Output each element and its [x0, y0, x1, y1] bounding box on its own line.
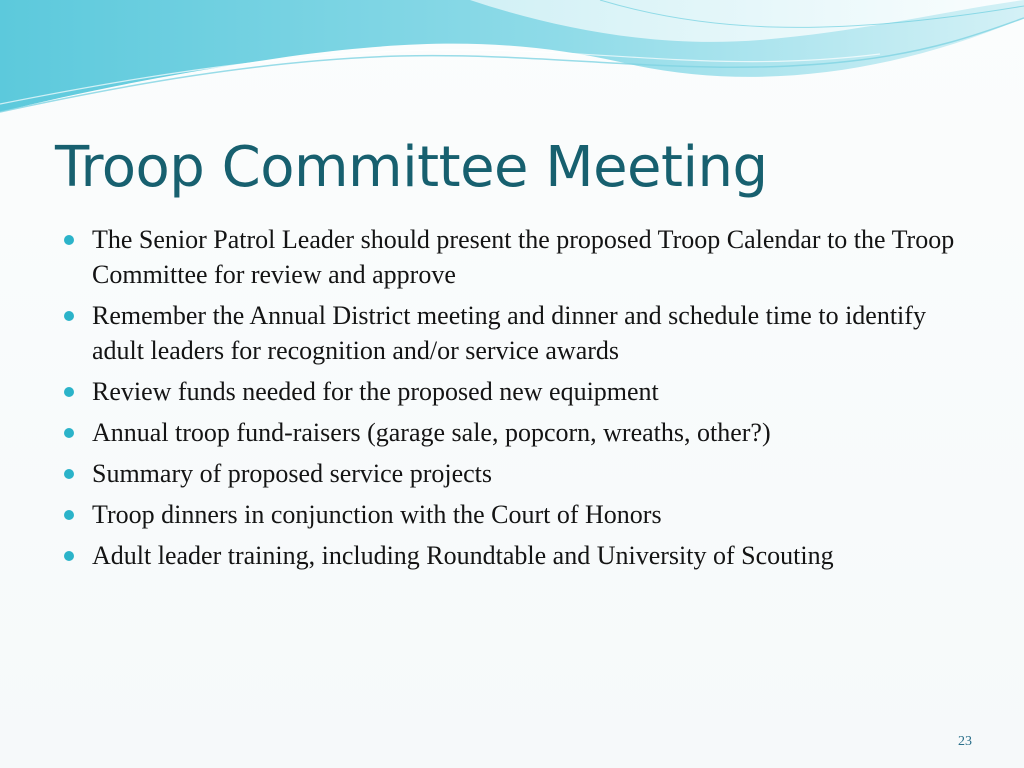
bullet-item: [62, 374, 982, 409]
bullet-text: The Senior Patrol Leader should present the proposed Troop Calendar to the Troop Committee for review and approve: [92, 225, 955, 289]
bullet-text: Adult leader training, including Roundtable and University of Scouting: [92, 541, 834, 570]
bullet-text: Summary of proposed service projects: [92, 459, 493, 488]
bullet-dot-icon: [64, 311, 74, 321]
bullet-dot-icon: [64, 235, 74, 245]
bullet-item: [62, 456, 982, 491]
bullet-dot-icon: [64, 428, 74, 438]
bullet-text: Troop dinners in conjunction with the Court of Honors: [92, 500, 662, 529]
bullet-dot-icon: [64, 551, 74, 561]
bullet-dot-icon: [64, 510, 74, 520]
bullet-text: Annual troop fund-raisers (garage sale, popcorn, wreaths, other?): [92, 418, 771, 447]
bullet-list: [62, 222, 982, 579]
slide-title: Troop Committee Meeting: [55, 135, 768, 200]
bullet-dot-icon: [64, 387, 74, 397]
bullet-dot-icon: [64, 469, 74, 479]
page-number: 23: [958, 734, 972, 749]
bullet-item: [62, 538, 982, 573]
bullet-item: [62, 298, 982, 368]
bullet-text: Remember the Annual District meeting and dinner and schedule time to identify adult leaders for recognition and/or service awards: [92, 301, 926, 365]
bullet-text: Review funds needed for the proposed new equipment: [92, 377, 659, 406]
decorative-wave-header: [0, 0, 1024, 130]
bullet-item: [62, 222, 982, 292]
bullet-item: [62, 497, 982, 532]
bullet-item: [62, 415, 982, 450]
